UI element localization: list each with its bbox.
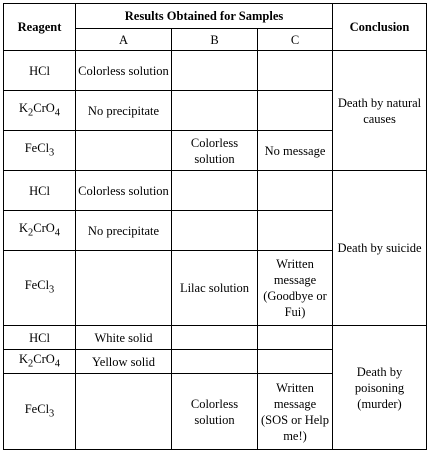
forensic-results-table — [3, 3, 427, 450]
reagent-cell: $K_2CrO_4$ — [4, 350, 76, 374]
header-sample-a: A — [76, 29, 172, 51]
header-sample-b: B — [172, 29, 258, 51]
sample-b-cell: Colorless solution — [172, 374, 258, 450]
sample-c-cell — [258, 326, 333, 350]
sample-c-cell: Written message (SOS or Help me!) — [258, 374, 333, 450]
sample-a-cell — [76, 251, 172, 326]
conclusion-cell: Death by natural causes — [333, 51, 427, 171]
reagent-cell: HCl — [4, 326, 76, 350]
sample-a-cell: No precipitate — [76, 211, 172, 251]
sample-a-cell: Colorless solution — [76, 51, 172, 91]
header-sample-c: C — [258, 29, 333, 51]
header-reagent: Reagent — [4, 4, 76, 51]
sample-a-cell — [76, 131, 172, 171]
table-row — [4, 51, 427, 91]
sample-b-cell — [172, 91, 258, 131]
table-row — [4, 171, 427, 211]
reagent-cell: FeCl$_3$ — [4, 131, 76, 171]
reagent-cell: HCl — [4, 51, 76, 91]
sample-c-cell — [258, 350, 333, 374]
sample-b-cell: Lilac solution — [172, 251, 258, 326]
sample-a-cell — [76, 374, 172, 450]
header-results: Results Obtained for Samples — [76, 4, 333, 29]
sample-c-cell — [258, 171, 333, 211]
sample-b-cell: Colorless solution — [172, 131, 258, 171]
reagent-cell: $K_2CrO_4$ — [4, 91, 76, 131]
conclusion-cell: Death by suicide — [333, 171, 427, 326]
header-conclusion: Conclusion — [333, 4, 427, 51]
sample-c-cell — [258, 51, 333, 91]
sample-a-cell: Colorless solution — [76, 171, 172, 211]
sample-a-cell: Yellow solid — [76, 350, 172, 374]
reagent-cell: FeCl$_3$ — [4, 374, 76, 450]
table-row — [4, 326, 427, 350]
sample-b-cell — [172, 171, 258, 211]
sample-b-cell — [172, 350, 258, 374]
reagent-cell: FeCl$_3$ — [4, 251, 76, 326]
sample-c-cell: No message — [258, 131, 333, 171]
sample-b-cell — [172, 51, 258, 91]
sample-b-cell — [172, 326, 258, 350]
table-wrapper — [3, 3, 427, 450]
sample-c-cell: Written message (Goodbye or Fui) — [258, 251, 333, 326]
sample-c-cell — [258, 91, 333, 131]
sample-a-cell: White solid — [76, 326, 172, 350]
sample-a-cell: No precipitate — [76, 91, 172, 131]
reagent-cell: HCl — [4, 171, 76, 211]
reagent-cell: $K_2CrO_4$ — [4, 211, 76, 251]
sample-c-cell — [258, 211, 333, 251]
sample-b-cell — [172, 211, 258, 251]
conclusion-cell: Death by poisoning (murder) — [333, 326, 427, 450]
